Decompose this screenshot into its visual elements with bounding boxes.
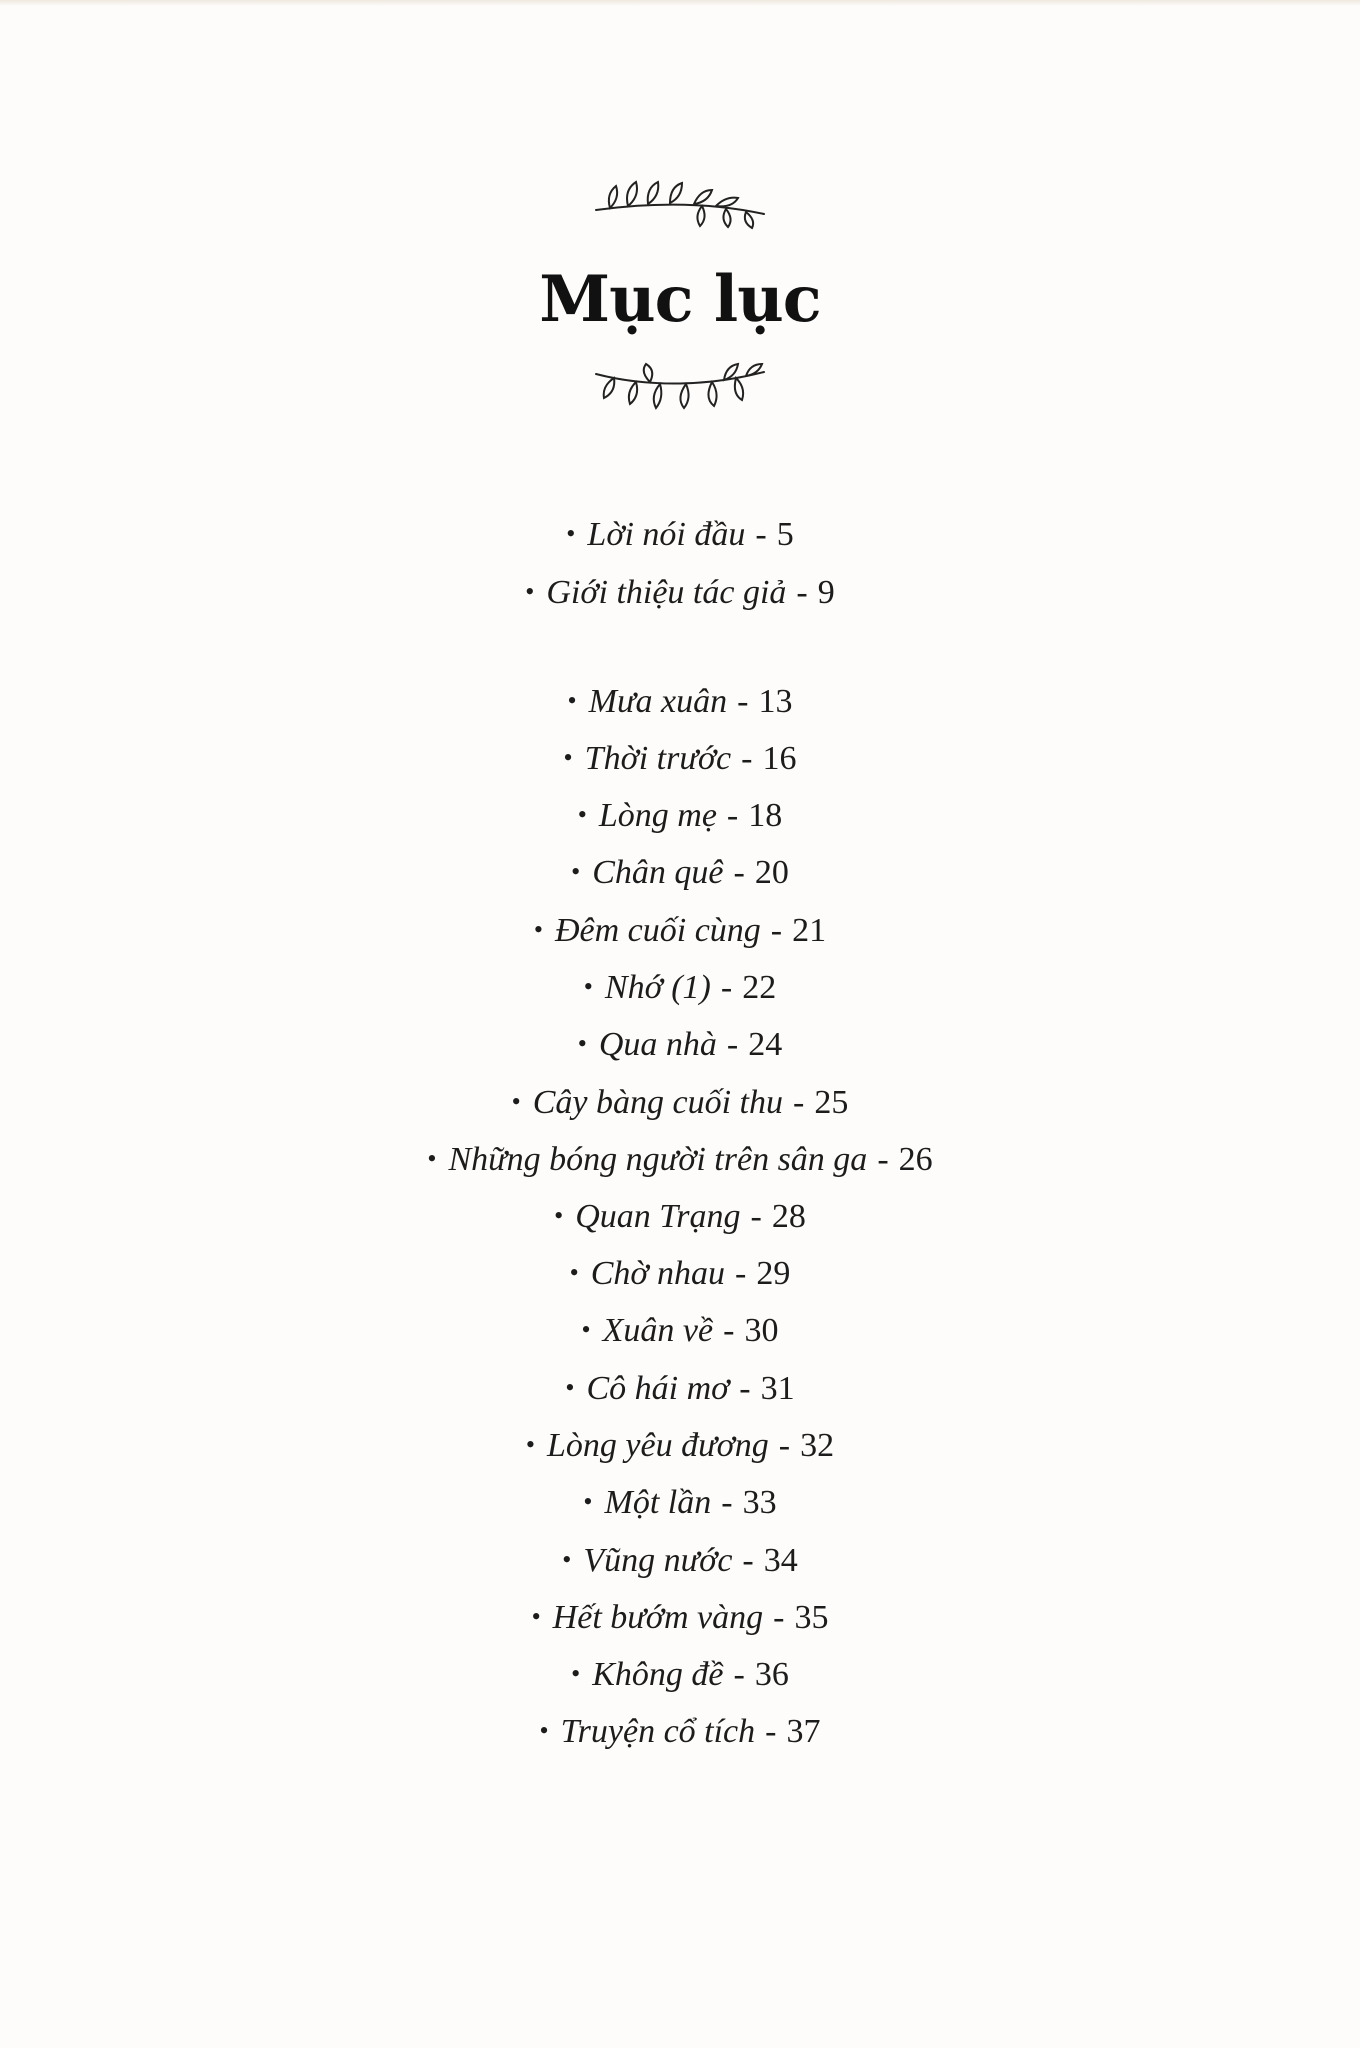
bullet: • [577, 800, 587, 829]
separator: - [726, 1026, 739, 1063]
toc-item-page: 35 [794, 1599, 829, 1636]
toc-item-page: 25 [814, 1084, 849, 1121]
toc-item[interactable] [0, 738, 1360, 779]
bullet: • [525, 577, 535, 606]
laurel-branch-icon [590, 170, 770, 230]
toc-item-label: Lòng mẹ [598, 797, 717, 834]
separator: - [773, 1599, 785, 1636]
separator: - [733, 854, 745, 891]
toc-item-label: Vũng nước [583, 1542, 733, 1579]
separator: - [741, 740, 753, 777]
toc-item-page: 26 [898, 1141, 933, 1178]
toc-item-front-matter[interactable] [0, 572, 1360, 613]
laurel-branch-icon [590, 360, 770, 420]
bullet: • [539, 1716, 549, 1745]
bullet: • [577, 1029, 587, 1058]
toc-item-page: 16 [762, 740, 797, 777]
toc-item-label: Thời trước [584, 740, 732, 777]
separator: - [750, 1198, 762, 1235]
toc-item-page: 32 [800, 1427, 835, 1464]
scan-edge [0, 0, 1360, 6]
toc-item-page: 28 [771, 1198, 806, 1235]
bullet: • [581, 1315, 591, 1344]
separator: - [796, 574, 808, 611]
toc-item-page: 20 [754, 854, 789, 891]
toc-item-page: 33 [742, 1484, 777, 1521]
toc-item-page: 18 [748, 797, 783, 834]
separator: - [739, 1370, 751, 1407]
toc-item-page: 37 [786, 1713, 821, 1750]
separator: - [765, 1713, 777, 1750]
separator: - [770, 912, 783, 949]
toc-item-page: 24 [748, 1026, 783, 1063]
bullet: • [511, 1087, 521, 1116]
page-title: Mục lục [539, 262, 821, 337]
bullet: • [531, 1602, 541, 1631]
toc-item-page: 29 [756, 1255, 791, 1292]
bullet: • [565, 1373, 575, 1402]
bullet: • [554, 1201, 564, 1230]
toc-item-page: 34 [763, 1542, 798, 1579]
toc-item-label: Mưa xuân [588, 683, 728, 720]
toc-item[interactable] [0, 852, 1360, 893]
toc-item-page: 21 [792, 912, 827, 949]
separator: - [720, 969, 733, 1006]
toc-item-page: 5 [776, 516, 794, 553]
toc-item-page: 13 [758, 683, 793, 720]
separator: - [755, 516, 767, 553]
toc-item-label: Đêm cuối cùng [554, 912, 761, 949]
toc-item-label: Lòng yêu đương [547, 1427, 769, 1464]
separator: - [737, 683, 749, 720]
toc-item-page: 30 [744, 1312, 779, 1349]
toc-item-label: Những bóng người trên sân ga [448, 1141, 868, 1178]
bullet: • [566, 519, 576, 548]
toc-item[interactable] [0, 1082, 1360, 1123]
bullet: • [571, 1659, 581, 1688]
bullet: • [569, 1258, 579, 1287]
toc-item-label: Truyện cổ tích [560, 1713, 756, 1750]
toc-item[interactable] [0, 1253, 1360, 1294]
toc-item-label: Nhớ (1) [604, 969, 711, 1006]
toc-item[interactable] [0, 1540, 1360, 1581]
bullet: • [583, 972, 593, 1001]
toc-item-label: Không đề [592, 1656, 724, 1693]
toc-item-label: Xuân về [602, 1312, 714, 1349]
toc-item[interactable] [0, 1139, 1360, 1180]
toc-item-label: Một lần [604, 1484, 712, 1521]
toc-item-label: Chân quê [592, 854, 724, 891]
toc-item-label: Cây bàng cuối thu [532, 1084, 784, 1121]
toc-item[interactable] [0, 1654, 1360, 1695]
toc-item[interactable] [0, 1310, 1360, 1351]
toc-item-label: Hết bướm vàng [552, 1599, 764, 1636]
toc-item[interactable] [0, 681, 1360, 722]
bullet: • [427, 1144, 437, 1173]
toc-item[interactable] [0, 1196, 1360, 1237]
separator: - [877, 1141, 889, 1178]
toc-item[interactable] [0, 1024, 1360, 1065]
toc-item-page: 36 [754, 1656, 789, 1693]
toc-item[interactable] [0, 1597, 1360, 1638]
bullet: • [525, 1430, 535, 1459]
toc-item-page: 22 [742, 969, 777, 1006]
bullet: • [567, 686, 577, 715]
toc-item-label: Qua nhà [598, 1026, 717, 1063]
toc-item-front-matter[interactable] [0, 514, 1360, 555]
toc-item-page: 9 [817, 574, 835, 611]
toc-item-label: Quan Trạng [575, 1198, 741, 1235]
bullet: • [562, 1545, 572, 1574]
toc-item[interactable] [0, 1425, 1360, 1466]
toc-item[interactable] [0, 910, 1360, 951]
separator: - [778, 1427, 791, 1464]
bullet: • [533, 915, 543, 944]
toc-item[interactable] [0, 795, 1360, 836]
separator: - [793, 1084, 805, 1121]
toc-item-label: Cô hái mơ [586, 1370, 730, 1407]
separator: - [733, 1656, 745, 1693]
toc-item[interactable] [0, 1368, 1360, 1409]
toc-item[interactable] [0, 1482, 1360, 1523]
toc-item[interactable] [0, 1711, 1360, 1752]
bullet: • [571, 857, 581, 886]
separator: - [723, 1312, 735, 1349]
bullet: • [583, 1487, 593, 1516]
toc-item-label: Chờ nhau [590, 1255, 726, 1292]
toc-item-page: 31 [760, 1370, 795, 1407]
toc-item[interactable] [0, 967, 1360, 1008]
bullet: • [563, 743, 573, 772]
toc-item-label: Lời nói đầu [587, 516, 746, 553]
separator: - [726, 797, 739, 834]
separator: - [742, 1542, 754, 1579]
separator: - [721, 1484, 733, 1521]
separator: - [735, 1255, 747, 1292]
toc-item-label: Giới thiệu tác giả [546, 574, 787, 611]
